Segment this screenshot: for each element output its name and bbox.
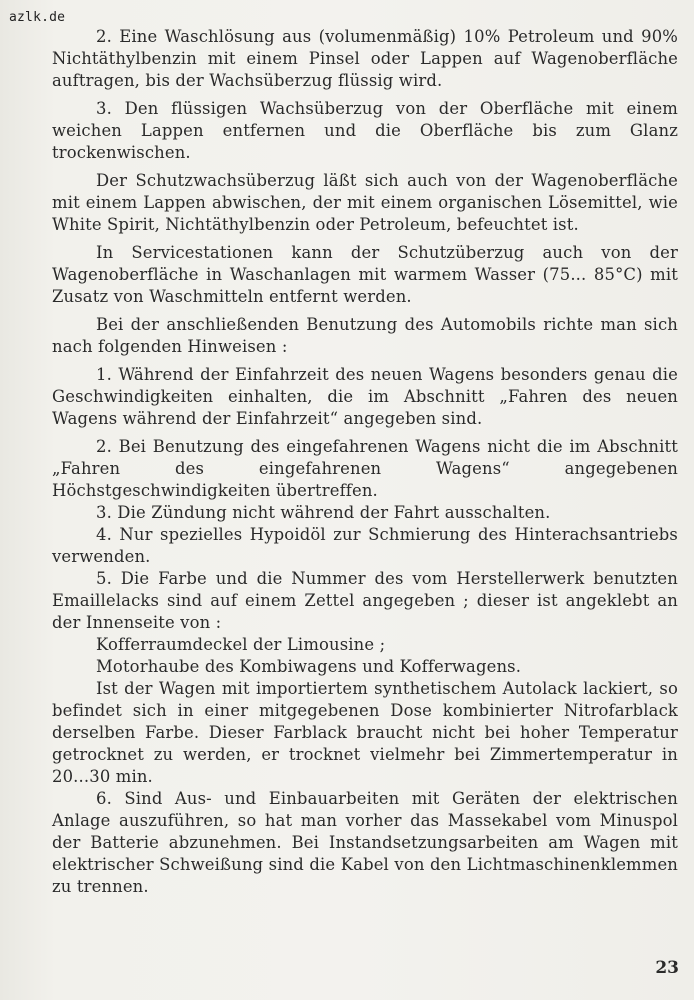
list-item: 6. Sind Aus- und Einbauarbeiten mit Geräten der elektrischen Anlage auszuführen, so hat man vorher das Massekabel vom Minuspol der Batterie abzunehmen. Bei Instandsetzungsarbeiten am Wagen mit elektrischer Schweißung sind die Kabel von den Lichtmaschinenklemmen zu trennen. — [52, 789, 678, 896]
sub-item: Motorhaube des Kombiwagens und Kofferwagens. — [96, 657, 522, 676]
body-text — [52, 26, 678, 898]
sub-item: Kofferraumdeckel der Limousine ; — [96, 635, 386, 654]
paragraph: Ist der Wagen mit importiertem synthetischem Autolack lackiert, so befindet sich in einer mitgegebenen Dose kombinierter Nitrofarblack derselben Farbe. Dieser Farblack braucht nicht bei hoher Temperatur getrocknet zu werden, er trocknet vielmehr bei Zimmertemperatur in 20...30 min. — [52, 679, 678, 786]
paragraph: In Servicestationen kann der Schutzüberzug auch von der Wagenoberfläche in Waschanlagen mit warmem Wasser (75... 85°C) mit Zusatz von Waschmitteln entfernt werden. — [52, 243, 678, 306]
paragraph: 2. Eine Waschlösung aus (volumenmäßig) 10% Petroleum und 90% Nichtäthylbenzin mit einem Pinsel oder Lappen auf Wagenoberfläche auftragen, bis der Wachsüberzug flüssig wird. — [52, 27, 678, 90]
paragraph: Bei der anschließenden Benutzung des Automobils richte man sich nach folgenden Hinweisen : — [52, 315, 678, 356]
list-item: 2. Bei Benutzung des eingefahrenen Wagens nicht die im Abschnitt „Fahren des eingefahrenen Wagens“ angegebenen Höchstgeschwindigkeiten übertreffen. — [52, 437, 678, 500]
paragraph: 3. Den flüssigen Wachsüberzug von der Oberfläche mit einem weichen Lappen entfernen und die Oberfläche bis zum Glanz trockenwischen. — [52, 99, 678, 162]
list-item: 3. Die Zündung nicht während der Fahrt ausschalten. — [96, 503, 551, 522]
paragraph: Der Schutzwachsüberzug läßt sich auch von der Wagenoberfläche mit einem Lappen abwischen, der mit einem organischen Lösemittel, wie White Spirit, Nichtäthylbenzin oder Petroleum, befeuchtet ist. — [52, 171, 678, 234]
page-number: 23 — [655, 958, 679, 978]
list-item: 1. Während der Einfahrzeit des neuen Wagens besonders genau die Geschwindigkeiten einhalten, die im Abschnitt „Fahren des neuen Wagens während der Einfahrzeit“ angegeben sind. — [52, 365, 678, 428]
list-item: 5. Die Farbe und die Nummer des vom Herstellerwerk benutzten Emaillelacks sind auf einem Zettel angegeben ; dieser ist angeklebt an der Innenseite von : — [52, 569, 678, 632]
list-item: 4. Nur spezielles Hypoidöl zur Schmierung des Hinterachsantriebs verwenden. — [52, 525, 678, 566]
watermark: azlk.de — [9, 10, 66, 25]
